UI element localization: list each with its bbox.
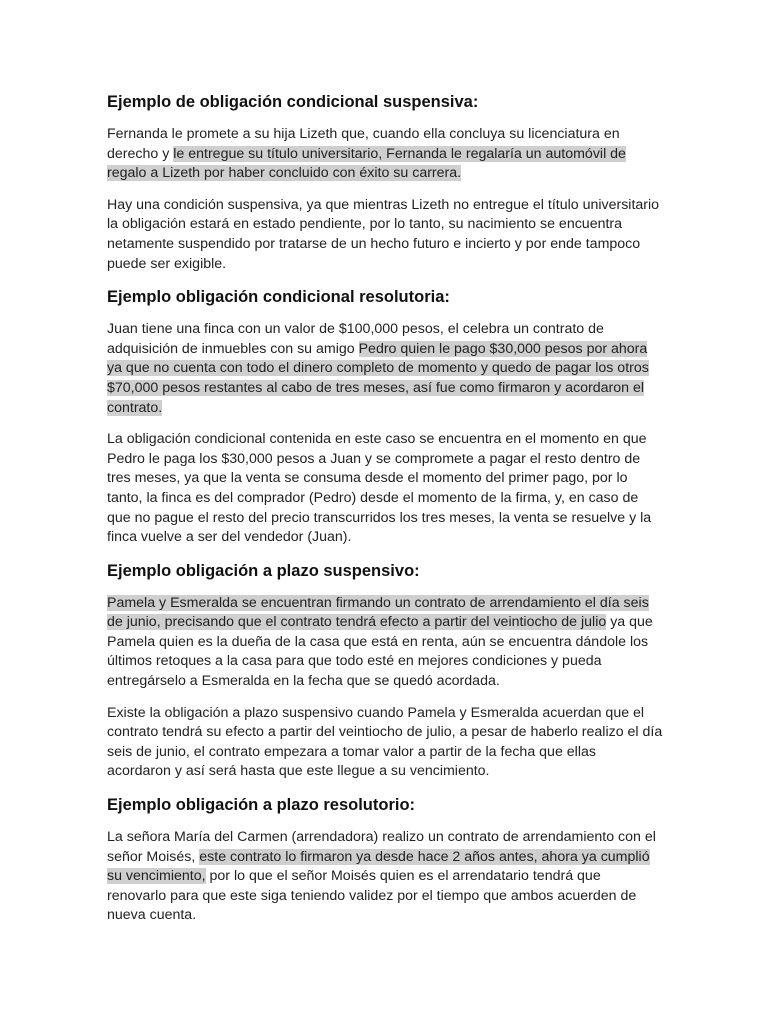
- paragraph-text: por lo que el señor Moisés quien es el arrendatario tendrá que renovarlo para que este siga teniendo validez por el tiempo que ambos acuerden de nueva cuenta.: [107, 868, 637, 924]
- section-heading: Ejemplo obligación a plazo suspensivo:: [107, 561, 420, 580]
- paragraph-text: ya que Pamela quien es la dueña de la casa que está en renta, aún se encuentra dándole los últimos retoques a la casa para que todo esté en mejores condiciones y pueda entregárselo a Esmeralda en la fecha que se quedó acordada.: [107, 614, 653, 690]
- document-body: [107, 91, 663, 938]
- section-heading: Ejemplo de obligación condicional suspensiva:: [107, 93, 479, 111]
- paragraph-text: Fernanda le promete a su hija Lizeth que, cuando ella concluya su licenciatura en derecho y: [107, 126, 620, 162]
- highlighted-text: Pedro quien le pago $30,000 pesos por ahora ya que no cuenta con todo el dinero completo de momento y quedo de pagar los otros $70,000 pesos restantes al cabo de tres meses, así fue como firmaron y acordaron el contrato.: [107, 340, 649, 416]
- paragraph: Hay una condición suspensiva, ya que mientras Lizeth no entregue el título universitario la obligación estará en estado pendiente, por lo tanto, su nacimiento se encuentra netamente suspendido por tratarse de un hecho futuro e incierto y por ende tampoco puede ser exigible.: [107, 196, 660, 272]
- section-plazo-resolutorio: [107, 794, 663, 926]
- section-heading: Ejemplo obligación condicional resolutoria:: [107, 288, 450, 307]
- highlighted-text: Pamela y Esmeralda se encuentran firmando un contrato de arrendamiento el día seis de junio, precisando que el contrato tendrá efecto a partir del veintiocho de julio: [107, 594, 649, 631]
- paragraph: [107, 320, 663, 418]
- paragraph: [107, 828, 663, 926]
- section-heading: Ejemplo obligación a plazo resolutorio:: [107, 796, 416, 815]
- paragraph: La obligación condicional contenida en este caso se encuentra en el momento en que Pedro le paga los $30,000 pesos a Juan y se compromete a pagar el resto dentro de tres meses, ya que la venta se consuma desde el momento del primer pago, por lo tanto, la finca es del comprador (Pedro) desde el momento de la firma, y, en caso de que no pague el resto del precio transcurridos los tres meses, la venta se resuelve y la finca vuelve a ser del vendedor (Juan).: [107, 431, 652, 546]
- paragraph-text: La señora María del Carmen (arrendadora) realizo un contrato de arrendamiento con el señor Moisés,: [107, 829, 656, 865]
- section-plazo-suspensivo: [107, 560, 663, 782]
- section-condicional-suspensiva: [107, 91, 663, 274]
- paragraph-text: Juan tiene una finca con un valor de $100,000 pesos, el celebra un contrato de adquisición de inmuebles con su amigo: [107, 321, 604, 357]
- section-condicional-resolutoria: [107, 286, 663, 548]
- paragraph: [107, 125, 663, 184]
- paragraph: [107, 594, 663, 692]
- highlighted-text: este contrato lo firmaron ya desde hace 2 años antes, ahora ya cumplió su vencimiento,: [107, 848, 650, 885]
- paragraph: Existe la obligación a plazo suspensivo cuando Pamela y Esmeralda acuerdan que el contrato tendrá su efecto a partir del veintiocho de julio, a pesar de haberlo realizo el día seis de junio, el contrato empezara a tomar valor a partir de la fecha que ellas acordaron y así será hasta que este llegue a su vencimiento.: [107, 704, 663, 780]
- highlighted-text: le entregue su título universitario, Fernanda le regalaría un automóvil de regalo a Lizeth por haber concluido con éxito su carrera.: [107, 145, 626, 182]
